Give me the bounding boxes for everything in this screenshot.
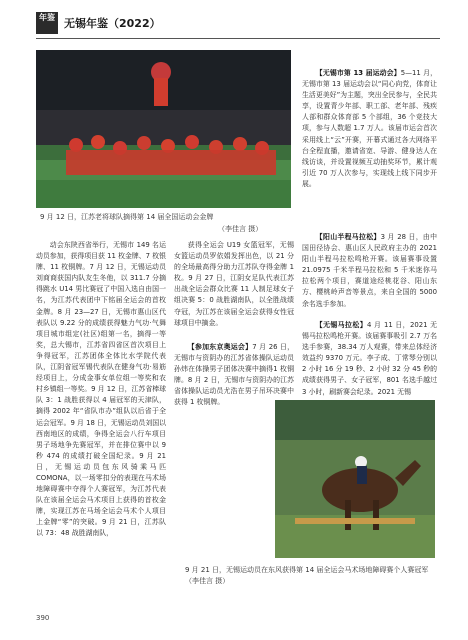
column-paragraph: 获得全运会 U19 女篮冠军，无锡女篮运动员罗依娟发挥出色，以 21 分的全场最高得分助力江苏队夺得金牌 1 枚。9 月 27 日，江阴女足队代表江苏出战全运会群众比赛 11 人制足球女子组决赛 5：0 战胜湖南队，以全胜战绩夺冠，为江苏在该届全运会获得女性冠球项目中摘金。 <box>174 241 294 327</box>
games-text: 5—11 月，无锡市第 13 届运动会以“同心向党，体育让生活更美好”为主题，突出全民参与，全民共享，设置青少年部、职工部、老年部、残疾人部和群众体育部 5 个部组，36 个竞技大项，参与人数超 1.7 万人。该届市运会首次采用线上“云”开赛，开幕式通过各大网络平台全程直播，邀请省宽、导游、健身达人在线访谈，并设置视频互动抽奖环节，累计观引近 70 万人次参与，实现线上线下同步开展。 <box>302 69 438 188</box>
marathon-section <box>302 320 437 400</box>
marathon-text: 4 月 11 日，2021 无锡马拉松鸣枪开赛。该届赛事吸引 2.7 万名选手参赛，38.34 万人观赛，带来总体经济效益约 9370 万元。李子成、丁常琴分别以 2 小时 16 分 19 秒、2 小时 32 分 45 秒的成绩获得男子、女子冠军，801 名选手越过 3 小时，刷新赛会纪录。2021 无锡 <box>302 321 438 396</box>
games-heading: 【无锡市第 13 届运动会】 <box>315 69 401 77</box>
olympics-paragraph <box>174 342 294 409</box>
marathon-heading: 【无锡马拉松】 <box>315 321 368 329</box>
column-paragraph: 动会东陕西省举行，无锡市 149 名运动员参加，获得项目获 11 枚金牌、7 枚银牌、11 枚铜牌。7 月 12 日，无锡运动员刘商商获国内队友生冬他，以 311.7 分摘得跳水 U14 男比赛冠了中国入选自由国一名，为江苏代表团中下铭届全运会的首枚金牌。8 月 23—27 日，无锡市惠山区代表队以 9.22 分的成绩获得魅力气功·气舞项目城市组定(社区)组第一名，摘得一等奖，总大锡市，江苏省四省区首次项目上争得冠军，江苏团体全体比水学院代表队，江阴省冠军锡代表队在健身气功·易筋经项目上，分成金事女单位组一等奖和农村乡镇组一等奖。9 月 12 日，江苏省棒球队 3：1 战胜获得以 4 届冠军的天津队，摘得 2002 年“省队市办”组队以后省于全运会冠军。9 月 18 日，无锡运动员刘国以西南地区的成绩，争得全运会八行车项目男子场地争先赛冠军，并在排位赛中以 9 秒 474 的成绩打破全国纪录。9 月 21 日，无锡运动员包东风骑乘马匹 COMONA，以一场零扣分的表现在马术场地障碍赛中夺得个人赛冠军，为江苏代表队在该届全运会马术项目上获得的首枚金牌，实现江苏在马场全运会马术个人项目上金牌“零”的突破。9 月 21 日，江苏队以 73：48 战胜湖南队， <box>36 241 166 538</box>
olympics-heading: 【参加东京奥运会】 <box>187 343 253 351</box>
half-marathon-heading: 【阳山半程马拉松】 <box>315 233 381 241</box>
photo1-source: （李佳言 摄） <box>218 225 263 233</box>
olympics-text: 7 月 26 日，无锡市与资阴办的江苏省体操队运动员孙炜在体操男子团体决赛中摘得1 枚铜牌。8 月 2 日，无锡市与资阴办的江苏省体操队运动员尤浩在男子吊环决赛中获得 1 枚铜牌。 <box>174 343 294 407</box>
equestrian-photo <box>275 400 435 558</box>
text-column-2 <box>174 240 294 330</box>
half-marathon-paragraph <box>302 232 437 310</box>
half-marathon-section <box>302 232 437 308</box>
text-column-1 <box>36 240 166 580</box>
games-paragraph <box>302 68 437 190</box>
games-section <box>302 68 437 228</box>
header-divider <box>36 38 440 39</box>
yearbook-title: 无锡年鉴（2022） <box>64 17 161 30</box>
gymnast-photo <box>36 50 291 208</box>
photo1-caption: 9 月 12 日，江苏老将球队摘得第 14 届全国运动会金牌 <box>40 213 214 221</box>
page-header <box>0 0 468 40</box>
marathon-paragraph <box>302 320 437 398</box>
photo2-caption: 9 月 21 日，无锡运动员在东风获得第 14 届全运会马术场地障碍赛个人赛冠军 （李佳言 摄） <box>185 566 443 585</box>
half-marathon-text: 3 月 28 日，由中国田径协会、惠山区人民政府主办的 2021 阳山半程马拉松鸣枪开赛。该届赛事设置 21.0975 千米半程马拉松和 5 千米迷你马拉松两个项目，赛道途经桃花谷、阳山东方、樱桃岭声音等景点，来自全国的 5000 余名选手参加。 <box>302 233 437 308</box>
page-number: 390 <box>36 614 50 622</box>
yearbook-logo: 年鉴 <box>36 12 58 34</box>
